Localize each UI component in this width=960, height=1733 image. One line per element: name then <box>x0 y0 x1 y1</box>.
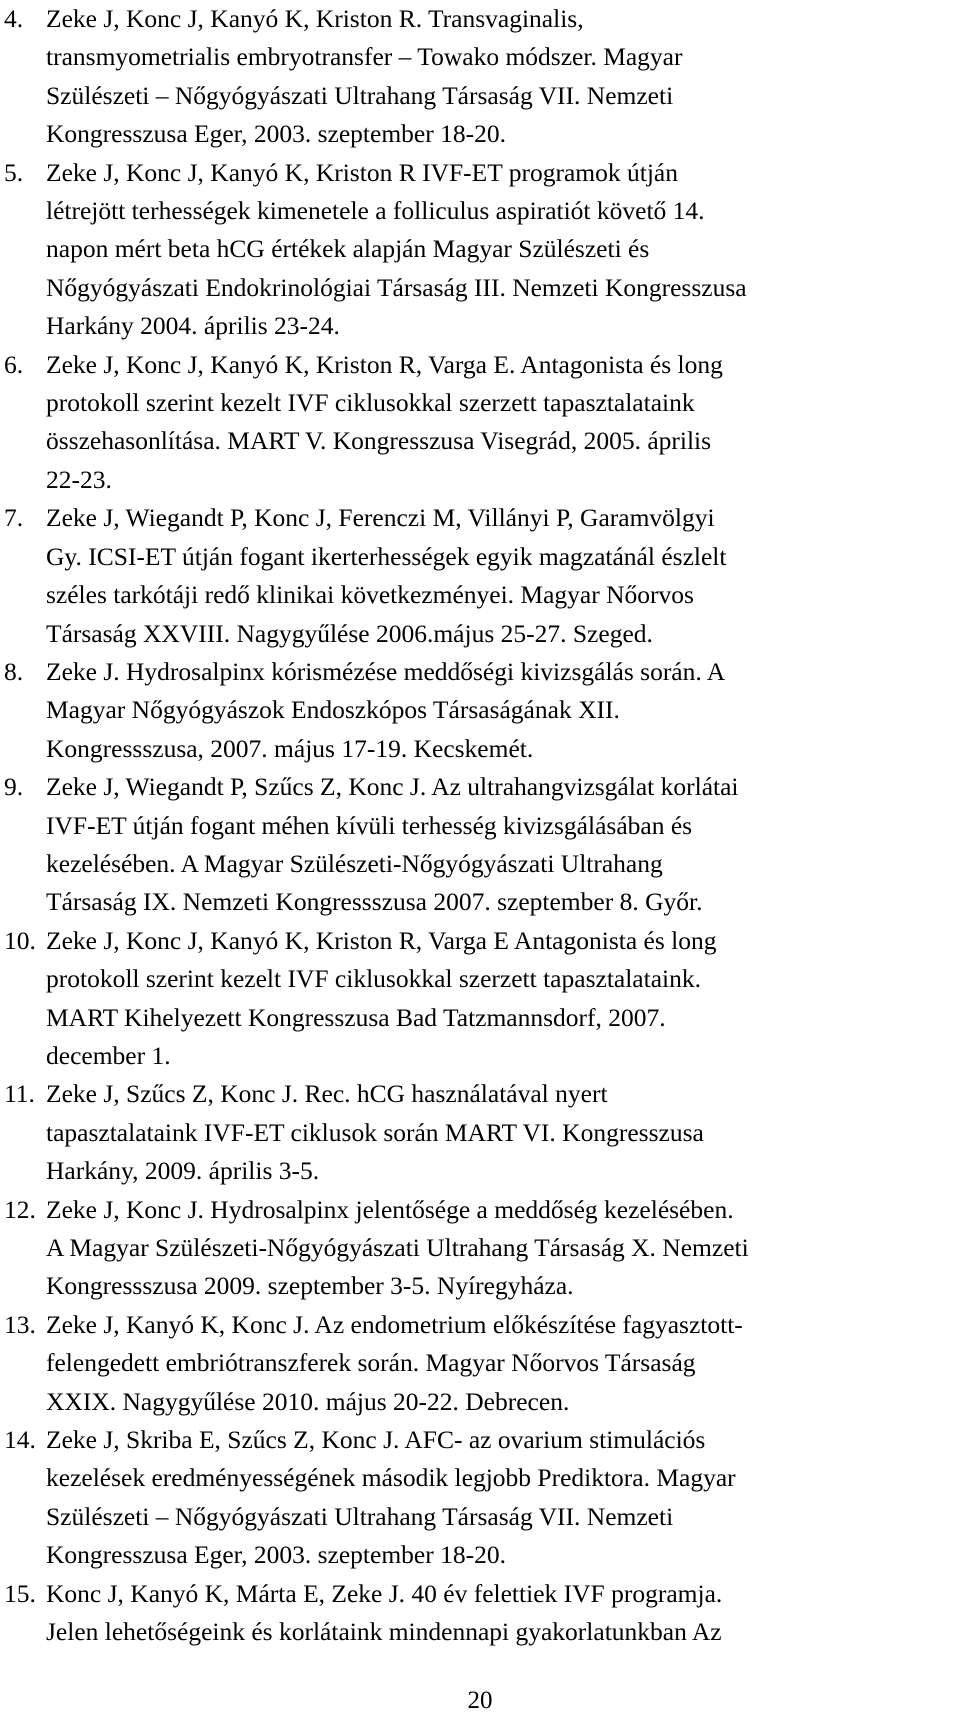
page-number: 20 <box>467 1687 493 1714</box>
reference-text-line: széles tarkótáji redő klinikai következményei. Magyar Nőorvos <box>46 580 694 610</box>
reference-text-line: tapasztalataink IVF-ET ciklusok során MART VI. Kongresszusa <box>46 1117 704 1147</box>
reference-text-line: napon mért beta hCG értékek alapján Magyar Szülészeti és <box>46 234 650 264</box>
reference-text-line: Gy. ICSI-ET útján fogant ikerterhességek egyik magzatánál észlelt <box>46 541 727 571</box>
reference-text-line: december 1. <box>46 1040 171 1070</box>
reference-item <box>0 1075 895 1190</box>
reference-number: 13. <box>4 1309 36 1339</box>
reference-text-line: Kongresszusa Eger, 2003. szeptember 18-20. <box>46 1540 506 1570</box>
reference-number: 4. <box>4 4 24 33</box>
reference-text-line: 22-23. <box>46 464 112 494</box>
reference-item <box>0 768 895 922</box>
reference-item <box>0 154 895 346</box>
reference-item <box>0 0 895 154</box>
reference-number: 7. <box>4 503 24 533</box>
reference-text-line: Jelen lehetőségeink és korlátaink mindennapi gyakorlatunkban Az <box>46 1617 722 1647</box>
reference-item <box>0 1421 895 1575</box>
reference-text-line: Zeke J, Kanyó K, Konc J. Az endometrium előkészítése fagyasztott- <box>46 1309 743 1339</box>
reference-text-line: Kongressszusa, 2007. május 17-19. Kecskemét. <box>46 733 534 763</box>
reference-text-line: transmyometrialis embryotransfer – Towako módszer. Magyar <box>46 42 683 72</box>
reference-text-line: Zeke J, Wiegandt P, Szűcs Z, Konc J. Az ultrahangvizsgálat korlátai <box>46 772 739 802</box>
reference-text-line: felengedett embriótranszferek során. Magyar Nőorvos Társaság <box>46 1348 696 1378</box>
reference-number: 6. <box>4 349 24 379</box>
reference-text-line: Kongresszusa Eger, 2003. szeptember 18-20. <box>46 119 506 149</box>
reference-text-line: Zeke J, Skriba E, Szűcs Z, Konc J. AFC- az ovarium stimulációs <box>46 1425 706 1455</box>
reference-text-line: létrejött terhességek kimenetele a folliculus aspiratiót követő 14. <box>46 196 705 226</box>
reference-text-line: Zeke J, Konc J, Kanyó K, Kriston R. Transvaginalis, <box>46 4 584 33</box>
reference-text-line: MART Kihelyezett Kongresszusa Bad Tatzmannsdorf, 2007. <box>46 1002 666 1032</box>
reference-text-line: Zeke J, Konc J, Kanyó K, Kriston R, Varga E Antagonista és long <box>46 925 717 955</box>
reference-text-line: Zeke J. Hydrosalpinx kórismézése meddőségi kivizsgálás során. A <box>46 656 726 686</box>
reference-number: 14. <box>4 1425 36 1455</box>
reference-number: 9. <box>4 772 24 802</box>
reference-item <box>0 346 895 500</box>
reference-number: 15. <box>4 1578 36 1608</box>
reference-text-line: összehasonlítása. MART V. Kongresszusa Visegrád, 2005. április <box>46 426 712 456</box>
reference-text-line: Zeke J, Konc J, Kanyó K, Kriston R, Varga E. Antagonista és long <box>46 349 723 379</box>
reference-number: 10. <box>4 925 36 955</box>
reference-text-line: Társaság XXVIII. Nagygyűlése 2006.május 25-27. Szeged. <box>46 618 653 648</box>
reference-number: 5. <box>4 157 24 187</box>
reference-text-line: protokoll szerint kezelt IVF ciklusokkal szerzett tapasztalataink. <box>46 964 701 994</box>
reference-text-line: Zeke J, Konc J. Hydrosalpinx jelentősége a meddőség kezelésében. <box>46 1194 734 1224</box>
reference-text-line: Zeke J, Konc J, Kanyó K, Kriston R IVF-ET programok útján <box>46 157 678 187</box>
reference-text-line: Zeke J, Wiegandt P, Konc J, Ferenczi M, Villányi P, Garamvölgyi <box>46 503 715 533</box>
reference-text-line: Harkány, 2009. április 3-5. <box>46 1156 320 1186</box>
reference-text-line: Nőgyógyászati Endokrinológiai Társaság III. Nemzeti Kongresszusa <box>46 272 747 302</box>
reference-text-line: Szülészeti – Nőgyógyászati Ultrahang Társaság VII. Nemzeti <box>46 1501 674 1531</box>
reference-number: 12. <box>4 1194 36 1224</box>
reference-text-line: IVF-ET útján fogant méhen kívüli terhesség kivizsgálásában és <box>46 810 693 840</box>
reference-number: 8. <box>4 656 24 686</box>
reference-item <box>0 499 895 653</box>
reference-item <box>0 1306 895 1421</box>
reference-text-line: Magyar Nőgyógyászok Endoszkópos Társaságának XII. <box>46 695 620 725</box>
reference-item <box>0 1191 895 1306</box>
reference-item <box>0 922 895 1076</box>
reference-text-line: Szülészeti – Nőgyógyászati Ultrahang Társaság VII. Nemzeti <box>46 80 674 110</box>
reference-number: 11. <box>4 1079 35 1109</box>
reference-text-line: A Magyar Szülészeti-Nőgyógyászati Ultrahang Társaság X. Nemzeti <box>46 1233 749 1262</box>
reference-text-line: Társaság IX. Nemzeti Kongressszusa 2007. szeptember 8. Győr. <box>46 887 703 917</box>
reference-text-line: Zeke J, Szűcs Z, Konc J. Rec. hCG használatával nyert <box>46 1079 608 1109</box>
reference-item <box>0 653 895 768</box>
reference-text-line: kezelésében. A Magyar Szülészeti-Nőgyógyászati Ultrahang <box>46 848 663 878</box>
reference-item <box>0 1575 895 1652</box>
reference-text-line: Konc J, Kanyó K, Márta E, Zeke J. 40 év felettiek IVF programja. <box>46 1578 723 1608</box>
reference-text-line: XXIX. Nagygyűlése 2010. május 20-22. Debrecen. <box>46 1386 570 1416</box>
reference-text-line: Harkány 2004. április 23-24. <box>46 311 340 341</box>
reference-text-line: Kongressszusa 2009. szeptember 3-5. Nyíregyháza. <box>46 1271 574 1301</box>
reference-text-line: kezelések eredményességének második legjobb Prediktora. Magyar <box>46 1463 736 1493</box>
reference-text-line: protokoll szerint kezelt IVF ciklusokkal szerzett tapasztalataink <box>46 388 695 418</box>
